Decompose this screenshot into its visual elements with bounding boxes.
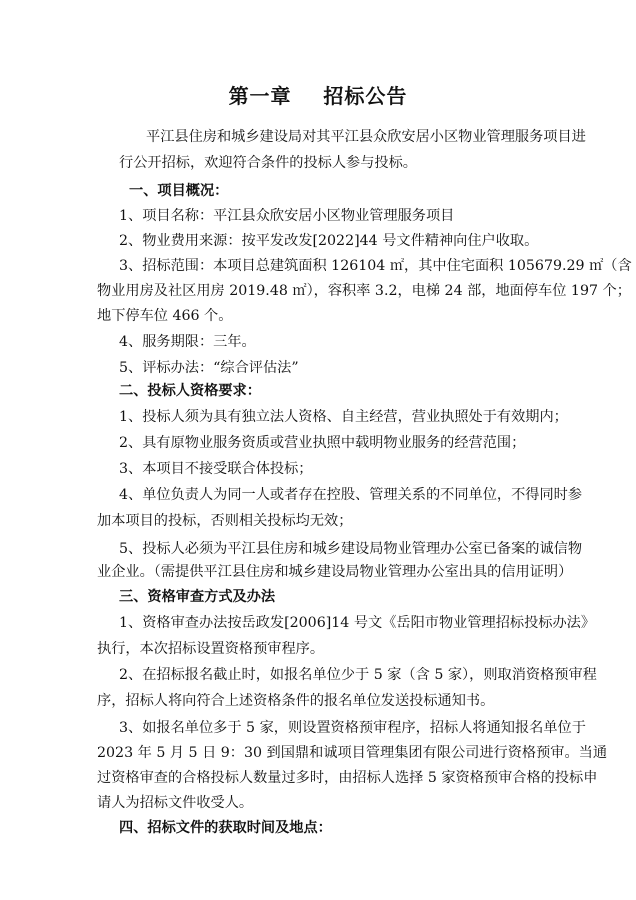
paragraph-line: 2、具有原物业服务资质或营业执照中载明物业服务的经营范围； [119, 435, 526, 451]
paragraph-line: 1、项目名称：平江县众欣安居小区物业管理服务项目 [119, 208, 455, 224]
paragraph-line: 过资格审查的合格投标人数量过多时，由招标人选择 5 家资格预审合格的投标申 [97, 770, 598, 786]
paragraph-line: 5、投标人必须为平江县住房和城乡建设局物业管理办公室已备案的诚信物 [119, 541, 583, 557]
paragraph-line: 加本项目的投标，否则相关投标均无效； [97, 513, 353, 529]
paragraph-line: 3、如报名单位多于 5 家，则设置资格预审程序，招标人将通知报名单位于 [119, 720, 586, 736]
paragraph-line: 行公开招标，欢迎符合条件的投标人参与投标。 [119, 155, 417, 171]
paragraph-line: 3、本项目不接受联合体投标； [119, 461, 313, 477]
paragraph-line: 物业用房及社区用房 2019.48 ㎡），容积率 3.2，电梯 24 部，地面停车位 197 个； [97, 283, 631, 299]
section-heading: 四、招标文件的获取时间及地点： [119, 820, 332, 836]
paragraph-line: 1、投标人须为具有独立法人资格、自主经营，营业执照处于有效期内； [119, 409, 568, 425]
paragraph-line: 业企业。（需提供平江县住房和城乡建设局物业管理办公室出具的信用证明） [97, 564, 573, 580]
paragraph-line: 地下停车位 466 个。 [97, 308, 233, 324]
section-heading: 二、投标人资格要求： [119, 383, 261, 399]
paragraph-line: 2、物业费用来源：按平发改发[2022]44 号文件精神向住户收取。 [119, 233, 539, 249]
section-heading: 三、资格审查方式及办法 [119, 589, 276, 605]
paragraph-line: 2、在招标报名截止时，如报名单位少于 5 家（含 5 家），则取消资格预审程 [119, 667, 597, 683]
paragraph-line: 平江县住房和城乡建设局对其平江县众欣安居小区物业管理服务项目进 [146, 129, 586, 145]
paragraph-line: 2023 年 5 月 5 日 9：30 到国鼎和诚项目管理集团有限公司进行资格预审。当通 [97, 745, 608, 761]
paragraph-line: 1、资格审查办法按岳政发[2006]14 号文《岳阳市物业管理招标投标办法》 [119, 615, 596, 631]
paragraph-line: 4、单位负责人为同一人或者存在控股、管理关系的不同单位，不得同时参 [119, 487, 583, 503]
paragraph-line: 序，招标人将向符合上述资格条件的报名单位发送投标通知书。 [97, 693, 495, 709]
paragraph-line: 4、服务期限：三年。 [119, 334, 256, 350]
paragraph-line: 5、评标办法：“综合评估法” [119, 360, 299, 376]
paragraph-line: 3、招标范围：本项目总建筑面积 126104 ㎡，其中住宅面积 105679.29 ㎡（含 [119, 258, 632, 274]
section-heading: 一、项目概况： [129, 183, 229, 199]
chapter-title: 第一章 招标公告 [228, 84, 408, 108]
paragraph-line: 执行，本次招标设置资格预审程序。 [97, 641, 325, 657]
paragraph-line: 请人为招标文件收受人。 [97, 795, 254, 811]
